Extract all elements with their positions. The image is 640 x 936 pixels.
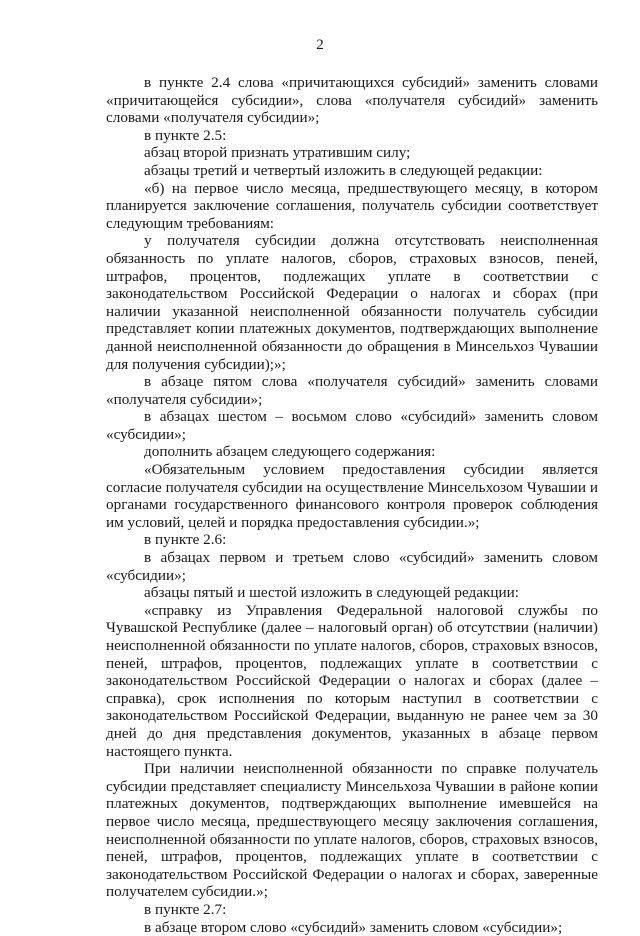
paragraph-13: абзацы пятый и шестой изложить в следующей редакции: [106, 584, 598, 602]
paragraph-11: в пункте 2.6: [106, 531, 598, 549]
paragraph-7: в абзаце пятом слова «получателя субсидий» заменить словами «получателя субсидии»; [106, 373, 598, 408]
paragraph-4: абзацы третий и четвертый изложить в следующей редакции: [106, 162, 598, 180]
paragraph-14: «справку из Управления Федеральной налоговой службы по Чувашской Республике (далее – налоговый орган) об отсутствии (наличии) неисполненной обязанности по уплате налогов, сборов, страховых взносов, пеней, штрафов, процентов, подлежащих уплате в соответствии с законодательством Российской Федерации о налогах и сборах (далее – справка), срок исполнения по которым наступил в соответствии с законодательством Российской Федерации, выданную не ранее чем за 30 дней до дня представления документов, указанных в абзаце первом настоящего пункта. [106, 602, 598, 760]
page-number: 2 [0, 36, 640, 54]
paragraph-6: у получателя субсидии должна отсутствовать неисполненная обязанность по уплате налогов, сборов, страховых взносов, пеней, штрафов, процентов, подлежащих уплате в соответствии с законодательством Российской Федерации о налогах и сборах (при наличии указанной неисполненной обязанности получатель субсидии представляет копии платежных документов, подтверждающих выполнение данной неисполненной обязанности до обращения в Минсельхоз Чувашии для получения субсидии);»; [106, 232, 598, 373]
paragraph-9: дополнить абзацем следующего содержания: [106, 443, 598, 461]
paragraph-16: в пункте 2.7: [106, 901, 598, 919]
paragraph-15: При наличии неисполненной обязанности по справке получатель субсидии представляет специалисту Минсельхоза Чувашии в районе копии платежных документов, подтверждающих выполнение имевшейся на первое число месяца, предшествующего месяцу заключения соглашения, неисполненной обязанности по уплате налогов, сборов, страховых взносов, пеней, штрафов, процентов, подлежащих уплате в соответствии с законодательством Российской Федерации о налогах и сборах, заверенные получателем субсидии.»; [106, 760, 598, 901]
paragraph-2: в пункте 2.5: [106, 127, 598, 145]
paragraph-17: в абзаце втором слово «субсидий» заменить словом «субсидии»; [106, 919, 598, 936]
paragraph-3: абзац второй признать утратившим силу; [106, 144, 598, 162]
paragraph-1: в пункте 2.4 слова «причитающихся субсидий» заменить словами «причитающейся субсидии», слова «получателя субсидий» заменить словами «получателя субсидии»; [106, 74, 598, 127]
document-body [106, 74, 598, 936]
paragraph-8: в абзацах шестом – восьмом слово «субсидий» заменить словом «субсидии»; [106, 408, 598, 443]
paragraph-10: «Обязательным условием предоставления субсидии является согласие получателя субсидии на осуществление Минсельхозом Чувашии и органами государственного финансового контроля проверок соблюдения им условий, целей и порядка предоставления субсидии.»; [106, 461, 598, 531]
paragraph-5: «б) на первое число месяца, предшествующего месяцу, в котором планируется заключение соглашения, получатель субсидии соответствует следующим требованиям: [106, 180, 598, 233]
paragraph-12: в абзацах первом и третьем слово «субсидий» заменить словом «субсидии»; [106, 549, 598, 584]
